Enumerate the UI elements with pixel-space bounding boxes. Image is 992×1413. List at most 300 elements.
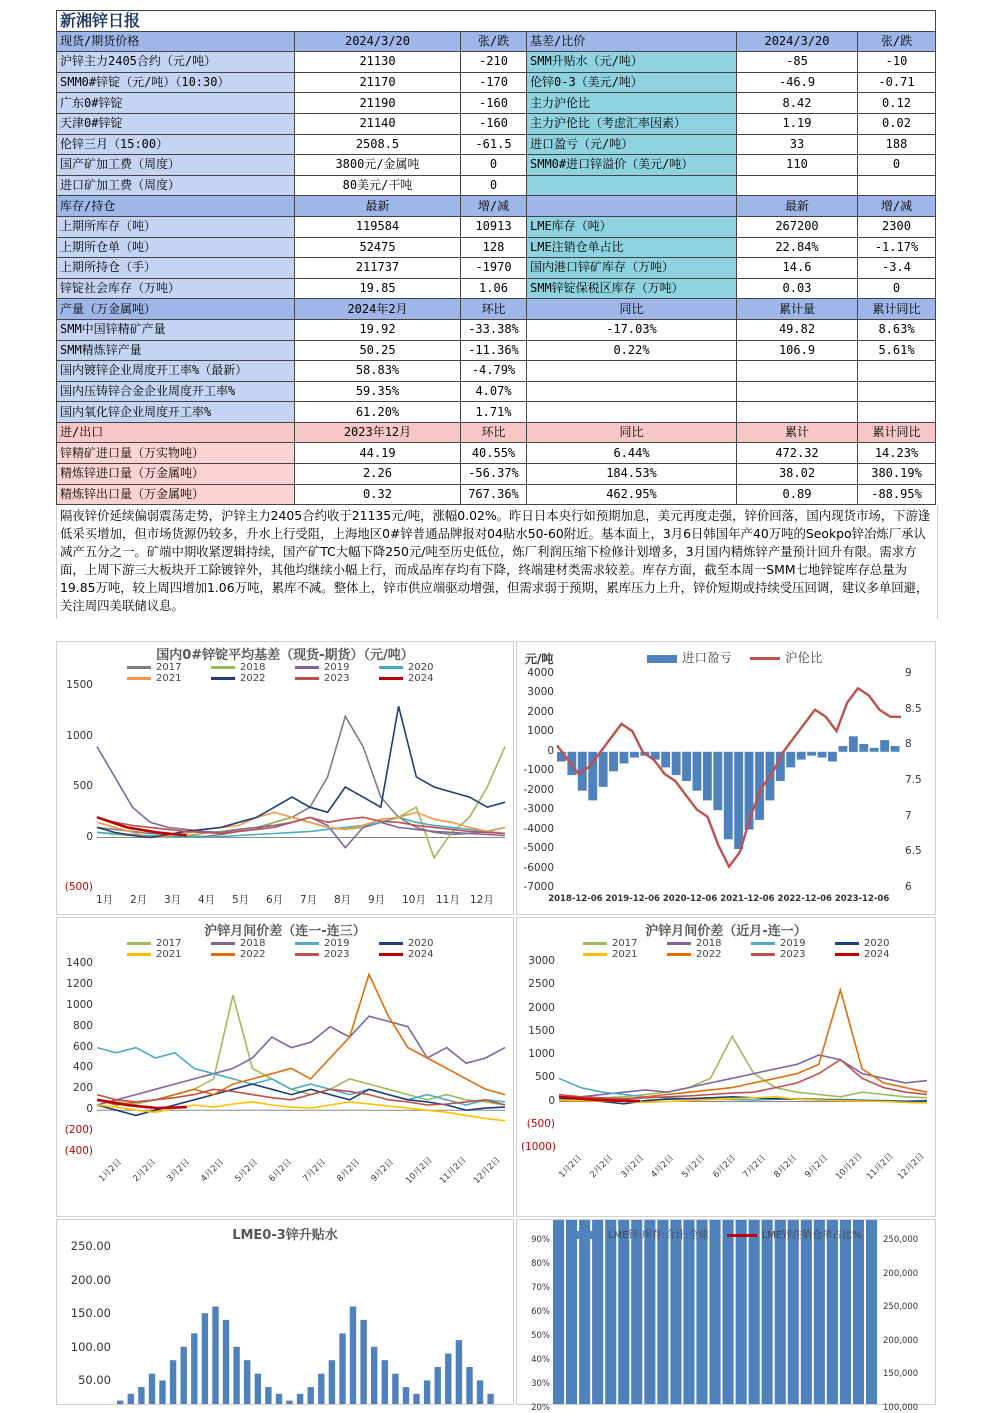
y-right-tick-label: 8: [905, 738, 912, 751]
y-right-tick-label: 6: [905, 881, 912, 893]
bar: [350, 1307, 356, 1405]
x-tick-label: 3月2日: [618, 1153, 646, 1181]
x-tick-label: 9月2日: [802, 1153, 830, 1181]
x-tick-label: 2018-12-06: [548, 894, 603, 904]
legend-label: 2021: [156, 673, 182, 684]
bar: [371, 1347, 377, 1404]
trade-cell: 14.23%: [858, 443, 936, 464]
trade-cell: 767.36%: [461, 484, 527, 505]
spot-cell: 天津0#锌锭: [57, 113, 295, 134]
stock-header-cell: 库存/持仓: [57, 196, 295, 217]
x-tick-label: 2022-12-06: [777, 894, 832, 904]
production-cell: [737, 381, 858, 402]
bar: [724, 752, 733, 840]
stock-cell: 128: [461, 237, 527, 258]
x-tick-label: 7月2日: [301, 1157, 328, 1185]
y-tick-label: 400: [72, 1061, 93, 1074]
production-cell: 106.9: [737, 340, 858, 361]
production-header-cell: 同比: [527, 299, 737, 320]
y-left-tick-label: -3000: [523, 803, 554, 816]
y-tick-label: 3000: [528, 955, 555, 967]
bar: [859, 744, 868, 752]
legend-swatch: [750, 657, 780, 660]
spot-cell: [737, 175, 858, 196]
bar: [723, 1220, 734, 1404]
bar: [318, 1374, 324, 1404]
chart-svg: [57, 642, 513, 914]
y-left-tick-label: 3000: [527, 686, 554, 699]
bar: [605, 1220, 616, 1404]
spot-cell: -46.9: [737, 72, 858, 93]
bar: [762, 1220, 773, 1404]
y-right-tick-label: 7.5: [905, 774, 922, 786]
trade-cell: 2.26: [295, 464, 461, 485]
chart-spread-1-3: [56, 917, 514, 1217]
bar: [814, 1220, 825, 1404]
chart-svg: [517, 1220, 935, 1404]
legend-label: 2024: [408, 949, 434, 960]
trade-cell: 6.44%: [527, 443, 737, 464]
trade-cell: 380.19%: [858, 464, 936, 485]
production-header-cell: 累计同比: [858, 299, 936, 320]
production-cell: -17.03%: [527, 319, 737, 340]
y-axis-label: 元/吨: [525, 652, 554, 666]
bar: [339, 1333, 345, 1404]
y-tick-label: 1000: [66, 729, 93, 742]
stock-row: [57, 258, 936, 279]
bar: [840, 1220, 851, 1404]
spot-cell: -10: [858, 52, 936, 73]
y-tick-label: 1000: [66, 998, 93, 1011]
production-cell: [527, 402, 737, 423]
bar: [487, 1394, 493, 1404]
y-tick-label: 1500: [528, 1024, 555, 1037]
legend-label: 2018: [240, 662, 266, 673]
y-tick-label: 1400: [66, 957, 93, 969]
bar: [477, 1380, 483, 1404]
trade-cell: 184.53%: [527, 464, 737, 485]
production-cell: 国内氧化锌企业周度开工率%: [57, 402, 295, 423]
bar: [138, 1387, 144, 1404]
production-cell: 61.20%: [295, 402, 461, 423]
spot-cell: 0: [858, 155, 936, 176]
stock-header-cell: 最新: [295, 196, 461, 217]
y-tick-label: (500): [64, 881, 93, 893]
y-tick-label: 250.00: [70, 1239, 111, 1253]
x-tick-label: 7月: [300, 894, 318, 906]
bar: [661, 752, 670, 768]
bar: [703, 752, 712, 801]
stock-cell: 22.84%: [737, 237, 858, 258]
y-tick-label: 1200: [66, 977, 93, 990]
production-cell: [527, 381, 737, 402]
y-tick-label: 2500: [528, 978, 555, 991]
bar: [159, 1380, 165, 1404]
bar: [424, 1380, 430, 1404]
x-tick-label: 7月2日: [741, 1153, 769, 1181]
y-left-tick-label: -7000: [523, 881, 554, 893]
chart-legend: [573, 1226, 880, 1241]
spot-cell: 进口矿加工费（周度）: [57, 175, 295, 196]
bar: [657, 1220, 668, 1404]
report: [56, 10, 935, 619]
legend-label: LME锌注销仓单占比%: [761, 1230, 862, 1241]
spot-row: [57, 93, 936, 114]
spot-cell: 沪锌主力2405合约（元/吨）: [57, 52, 295, 73]
spot-header-cell: 张/跌: [461, 31, 527, 52]
x-tick-label: 3月2日: [165, 1157, 192, 1185]
y-tick-label: 1500: [66, 679, 93, 691]
bar: [609, 752, 618, 772]
x-tick-label: 1月2日: [557, 1153, 585, 1181]
stock-row: [57, 237, 936, 258]
y-left-tick-label: 80%: [531, 1259, 550, 1269]
x-tick-label: 2020-12-06: [662, 894, 718, 904]
chart-legend: [647, 648, 841, 666]
legend-label: 2022: [240, 949, 266, 960]
bar: [734, 752, 743, 849]
spot-cell: 伦锌三月（15:00）: [57, 134, 295, 155]
spot-cell: 21170: [295, 72, 461, 93]
y-tick-label: 100.00: [70, 1339, 111, 1354]
spot-row: [57, 175, 936, 196]
trade-cell: 44.19: [295, 443, 461, 464]
production-cell: 49.82: [737, 319, 858, 340]
spot-row: [57, 155, 936, 176]
y-left-tick-label: 40%: [531, 1355, 550, 1365]
bar: [682, 752, 691, 781]
production-row: [57, 361, 936, 382]
bar: [880, 740, 889, 752]
stock-cell: 2300: [858, 216, 936, 237]
bar: [866, 1220, 877, 1404]
bar: [839, 746, 848, 752]
spot-cell: 33: [737, 134, 858, 155]
stock-cell: 1.06: [461, 278, 527, 299]
stock-row: [57, 278, 936, 299]
bar: [672, 752, 681, 775]
trade-header-cell: 进/出口: [57, 422, 295, 443]
bar: [797, 752, 806, 760]
report-title: 新湘锌日报: [57, 11, 936, 32]
stock-cell: LME注销仓单占比: [527, 237, 737, 258]
y-tick-label: 50.00: [78, 1373, 111, 1388]
spot-cell: -210: [461, 52, 527, 73]
bar: [630, 752, 639, 758]
bar: [413, 1394, 419, 1404]
x-tick-label: 4月: [198, 894, 216, 906]
bar: [553, 1220, 564, 1404]
bar: [801, 1220, 812, 1404]
stock-row: [57, 216, 936, 237]
spot-cell: 进口盈亏（元/吨）: [527, 134, 737, 155]
bar: [297, 1394, 303, 1404]
y-right-tick-label: 7: [905, 809, 912, 822]
spot-cell: 3800元/金属吨: [295, 155, 461, 176]
legend-label: 沪伦比: [785, 650, 823, 665]
bar: [329, 1360, 335, 1404]
bar: [276, 1394, 282, 1404]
bar: [255, 1374, 261, 1404]
spot-cell: 0.02: [858, 113, 936, 134]
series-line-2017: [97, 716, 505, 836]
trade-cell: -88.95%: [858, 484, 936, 505]
bar: [308, 1387, 314, 1404]
y-right-tick-label: 200,000: [883, 1335, 919, 1346]
trade-cell: 40.55%: [461, 443, 527, 464]
y-left-tick-label: 60%: [531, 1307, 550, 1317]
legend-swatch: [727, 1234, 757, 1237]
x-tick-label: 11月2日: [438, 1155, 469, 1186]
bar: [599, 752, 608, 787]
chart-basis: [56, 641, 514, 915]
x-tick-label: 2023-12-06: [834, 894, 890, 904]
chart-title: 沪锌月间价差（连一-连三）: [204, 924, 366, 939]
legend-label: 2020: [408, 662, 434, 673]
y-left-tick-label: 70%: [531, 1283, 550, 1293]
y-left-tick-label: 50%: [531, 1331, 550, 1341]
x-tick-label: 4月2日: [649, 1153, 677, 1181]
x-tick-label: 10月: [402, 894, 426, 906]
x-tick-label: 6月2日: [710, 1153, 738, 1181]
y-left-tick-label: -2000: [523, 783, 554, 796]
production-cell: -4.79%: [461, 361, 527, 382]
stock-cell: 19.85: [295, 278, 461, 299]
bar: [382, 1360, 388, 1404]
spot-cell: 21190: [295, 93, 461, 114]
x-tick-label: 12月2日: [895, 1151, 927, 1182]
spot-cell: -61.5: [461, 134, 527, 155]
production-cell: [737, 361, 858, 382]
trade-header-cell: 累计同比: [858, 422, 936, 443]
production-cell: 50.25: [295, 340, 461, 361]
legend-label: 2024: [864, 949, 890, 960]
legend-item: [727, 1230, 862, 1241]
series-line-2022: [97, 974, 505, 1105]
y-right-tick-label: 9: [905, 667, 912, 679]
stock-cell: 锌锭社会库存（万吨）: [57, 278, 295, 299]
spot-cell: 国产矿加工费（周度）: [57, 155, 295, 176]
y-tick-label: (500): [526, 1117, 555, 1130]
x-tick-label: 8月2日: [772, 1153, 799, 1181]
legend-label: 2019: [324, 938, 350, 949]
x-tick-label: 2月2日: [131, 1157, 158, 1185]
title-row: [57, 11, 936, 32]
stock-header-cell: 增/减: [858, 196, 936, 217]
trade-row: [57, 443, 936, 464]
spot-cell: -160: [461, 93, 527, 114]
production-cell: SMM精炼锌产量: [57, 340, 295, 361]
stock-cell: 上期所持仓（手）: [57, 258, 295, 279]
production-cell: 19.92: [295, 319, 461, 340]
spot-cell: 80美元/干吨: [295, 175, 461, 196]
bar: [786, 752, 795, 768]
legend-label: 2022: [696, 949, 722, 960]
bar: [592, 1220, 603, 1404]
y-right-tick-label: 200,000: [883, 1268, 919, 1279]
x-tick-label: 2019-12-06: [605, 894, 660, 904]
y-right-tick-label: 250,000: [883, 1302, 919, 1313]
series-line-2022: [97, 706, 505, 837]
stock-header-cell: 增/减: [461, 196, 527, 217]
chart-lme-stock: [516, 1219, 936, 1413]
x-tick-label: 2月: [130, 894, 148, 906]
legend-label: 2023: [324, 949, 350, 960]
trade-row: [57, 484, 936, 505]
legend-label: 2022: [240, 673, 266, 684]
spot-header-cell: 现货/期货价格: [57, 31, 295, 52]
bar: [644, 1220, 655, 1404]
chart-title: 沪锌月间价差（近月-连一）: [645, 924, 807, 939]
y-tick-label: 0: [86, 1103, 93, 1116]
spot-row: [57, 113, 936, 134]
production-cell: [527, 361, 737, 382]
production-cell: [858, 361, 936, 382]
production-cell: SMM中国锌精矿产量: [57, 319, 295, 340]
spot-cell: 2508.5: [295, 134, 461, 155]
stock-cell: 0.03: [737, 278, 858, 299]
bar: [713, 752, 722, 810]
legend-label: 2020: [864, 938, 890, 949]
spot-cell: 伦锌0-3（美元/吨）: [527, 72, 737, 93]
legend-label: 2019: [780, 938, 806, 949]
spot-cell: 1.19: [737, 113, 858, 134]
x-tick-label: 3月: [164, 894, 182, 906]
production-cell: 58.83%: [295, 361, 461, 382]
bar: [403, 1387, 409, 1404]
bar: [149, 1374, 155, 1404]
y-tick-label: 0: [86, 830, 93, 843]
y-tick-label: 0: [548, 1094, 555, 1107]
bar: [265, 1387, 271, 1404]
bar: [891, 746, 900, 752]
stock-header-row: [57, 196, 936, 217]
y-tick-label: (200): [64, 1124, 93, 1137]
bar: [181, 1347, 187, 1404]
y-tick-label: 800: [72, 1019, 93, 1032]
y-left-tick-label: 20%: [531, 1403, 550, 1413]
trade-cell: 462.95%: [527, 484, 737, 505]
stock-cell: SMM锌锭保税区库存（万吨）: [527, 278, 737, 299]
bar: [170, 1360, 176, 1404]
x-tick-label: 12月: [470, 894, 494, 906]
bar: [212, 1307, 218, 1405]
chart-lme-spread: [56, 1219, 514, 1405]
stock-cell: 211737: [295, 258, 461, 279]
bar: [202, 1313, 208, 1404]
chart-import-profit: [516, 641, 936, 915]
stock-cell: 上期所库存（吨）: [57, 216, 295, 237]
stock-header-cell: 最新: [737, 196, 858, 217]
bar: [117, 1401, 123, 1404]
y-tick-label: 2000: [528, 1001, 555, 1014]
trade-cell: 38.02: [737, 464, 858, 485]
bar: [466, 1367, 472, 1404]
legend-item: [647, 650, 732, 665]
legend-label: 2017: [156, 938, 182, 949]
x-tick-label: 2月2日: [588, 1153, 615, 1181]
y-left-tick-label: 90%: [531, 1235, 550, 1245]
spot-header-cell: 2024/3/20: [295, 31, 461, 52]
y-tick-label: 1000: [528, 1048, 555, 1060]
trade-cell: 472.32: [737, 443, 858, 464]
y-left-tick-label: 4000: [527, 667, 554, 679]
legend-label: 2024: [408, 673, 434, 684]
spot-cell: 21130: [295, 52, 461, 73]
chart-svg: [517, 642, 935, 914]
production-cell: 国内压铸锌合金企业周度开工率%: [57, 381, 295, 402]
y-right-tick-label: 250,000: [883, 1235, 919, 1245]
stock-cell: 14.6: [737, 258, 858, 279]
trade-cell: 0.89: [737, 484, 858, 505]
production-cell: [858, 402, 936, 423]
trade-cell: 精炼锌出口量（万金属吨）: [57, 484, 295, 505]
bar: [853, 1220, 864, 1404]
market-commentary: 隔夜锌价延续偏弱震荡走势，沪锌主力2405合约收于21135元/吨，涨幅0.02%。昨日日本央行如预期加息，美元再度走强，锌价回落，国内现货市场，下游逢低采买增加，但市场货源仍较多，升水上行受阻，上海地区0#锌普通品牌报对04贴水50-60附近。基本面上，3月6日韩国年产40万吨的Seokpo锌冶炼厂承认减产五分之一。矿端中期收紧逻辑持续，国产矿TC大幅下降250元/吨至历史低位，炼厂利润压缩下检修计划增多，3月国内精炼锌产量预计回升有限。需求方面，上周下游三大板块开工除镀锌外，其他均继续小幅上行，而成品库存均有下降，终端建材类需求较差。库存方面，截至本周一SMM七地锌锭库存总量为19.85万吨，较上周四增加1.06万吨，累库不减。整体上，锌市供应端驱动增强，但需求弱于预期，累库压力上升，锌价短期或持续受压回调，建议多单回避，关注周四美联储议息。: [56, 505, 938, 619]
y-tick-label: 600: [72, 1040, 93, 1053]
production-row: [57, 381, 936, 402]
spot-cell: [858, 175, 936, 196]
legend-swatch: [573, 1231, 603, 1239]
x-tick-label: 5月2日: [680, 1153, 707, 1181]
bar: [360, 1320, 366, 1404]
production-cell: 59.35%: [295, 381, 461, 402]
production-row: [57, 402, 936, 423]
spot-row: [57, 134, 936, 155]
spot-cell: 8.42: [737, 93, 858, 114]
legend-label: 2021: [156, 949, 182, 960]
y-left-tick-label: 1000: [527, 725, 554, 738]
production-header-cell: 环比: [461, 299, 527, 320]
x-tick-label: 2021-12-06: [720, 894, 775, 904]
y-left-tick-label: 2000: [527, 705, 554, 718]
y-right-tick-label: 150,000: [883, 1369, 919, 1380]
legend-label: LME锌:库存:合计:全球: [608, 1230, 709, 1241]
spot-cell: SMM升贴水（元/吨）: [527, 52, 737, 73]
bar: [696, 1220, 707, 1404]
bar: [788, 1220, 799, 1404]
production-row: [57, 340, 936, 361]
spot-cell: 188: [858, 134, 936, 155]
x-tick-label: 11月: [436, 894, 460, 906]
trade-header-cell: 2023年12月: [295, 422, 461, 443]
y-left-tick-label: -5000: [523, 842, 554, 855]
x-tick-label: 4月2日: [199, 1157, 226, 1185]
spot-cell: 0: [461, 155, 527, 176]
legend-label: 2018: [240, 938, 266, 949]
series-line-2017: [559, 1036, 927, 1099]
trade-cell: 锌精矿进口量（万实物吨）: [57, 443, 295, 464]
legend-label: 2017: [156, 662, 182, 673]
bar: [710, 1220, 721, 1404]
production-header-cell: 2024年2月: [295, 299, 461, 320]
spot-cell: -0.71: [858, 72, 936, 93]
bar: [233, 1347, 239, 1404]
production-header-cell: 累计量: [737, 299, 858, 320]
stock-cell: -1970: [461, 258, 527, 279]
spot-cell: [527, 175, 737, 196]
bar: [828, 752, 837, 762]
x-tick-label: 9月2日: [369, 1157, 396, 1185]
trade-cell: 0.32: [295, 484, 461, 505]
spot-cell: -85: [737, 52, 858, 73]
x-tick-label: 6月2日: [267, 1157, 294, 1185]
bar: [445, 1354, 451, 1405]
bar: [618, 1220, 629, 1404]
trade-row: [57, 464, 936, 485]
chart-title: LME0-3锌升贴水: [232, 1228, 338, 1243]
production-header-row: [57, 299, 936, 320]
